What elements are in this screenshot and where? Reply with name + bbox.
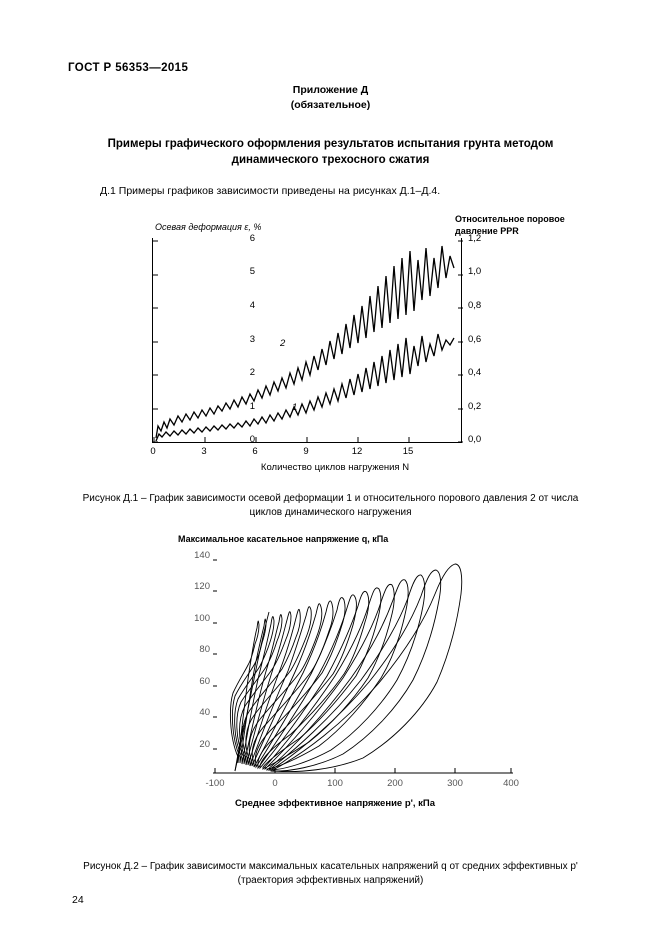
figure-d2-ytick-3: 80 (199, 644, 210, 655)
figure-d1 (100, 210, 570, 475)
figure-d2-ytick-2: 100 (194, 613, 210, 624)
figure-d1-ytick-left-1: 5 (249, 266, 255, 277)
figure-d2-xtick-1: 0 (272, 778, 278, 789)
figure-d2-plot-area (213, 554, 513, 774)
annex-title: Приложение Д (292, 84, 369, 96)
figure-d1-ytick-left-0: 6 (249, 233, 255, 244)
figure-d1-curve-label-1: 1 (292, 402, 298, 413)
figure-d2-xtick-0: -100 (205, 778, 225, 789)
figure-d1-ytick-right-2: 0,8 (468, 300, 482, 311)
figure-d1-ytick-right-4: 0,4 (468, 367, 482, 378)
figure-d2-x-axis-label: Среднее эффективное напряжение p', кПа (234, 798, 436, 809)
figure-d1-xtick-5: 15 (402, 446, 414, 457)
figure-d1-caption: Рисунок Д.1 – График зависимости осевой деформации 1 и относительного порового давления 2 от числа циклов динамического нагружения (82, 493, 579, 518)
figure-d2-ytick-0: 140 (194, 550, 210, 561)
figure-d1-xtick-0: 0 (150, 446, 156, 457)
figure-d1-ytick-left-5: 1 (249, 401, 255, 412)
figure-d2-svg (213, 554, 513, 774)
annex-subtitle: (обязательное) (290, 99, 371, 111)
page-number: 24 (72, 894, 84, 906)
figure-d2-ytick-4: 60 (199, 676, 210, 687)
figure-d1-ytick-right-0: 1,2 (468, 233, 482, 244)
figure-d1-y-axis-label-left: Осевая деформация ε, % (155, 222, 262, 232)
intro-paragraph: Д.1 Примеры графиков зависимости приведены на рисунках Д.1–Д.4. (100, 185, 441, 197)
figure-d2-xtick-5: 400 (503, 778, 519, 789)
figure-d1-xtick-2: 6 (252, 446, 258, 457)
figure-d2-xtick-2: 100 (327, 778, 343, 789)
figure-d1-svg (153, 238, 463, 443)
figure-d1-plot-area (152, 238, 462, 443)
figure-d2-ytick-5: 40 (199, 707, 210, 718)
figure-d1-ytick-right-5: 0,2 (468, 401, 482, 412)
figure-d1-ytick-left-3: 3 (249, 334, 255, 345)
figure-d1-ytick-right-1: 1,0 (468, 266, 482, 277)
figure-d2-ytick-1: 120 (194, 581, 210, 592)
figure-d1-xtick-1: 3 (201, 446, 207, 457)
figure-d1-xtick-4: 12 (351, 446, 363, 457)
figure-d1-curve-label-2: 2 (280, 338, 286, 349)
figure-d1-ytick-right-6: 0,0 (468, 434, 482, 445)
figure-d1-x-axis-label: Количество циклов нагружения N (260, 462, 410, 473)
figure-d1-xtick-3: 9 (303, 446, 309, 457)
figure-d2-caption: Рисунок Д.2 – График зависимости максимальных касательных напряжений q от средних эффективных p' (траектория эффективных напряжений) (83, 861, 578, 886)
figure-d2-xtick-4: 300 (447, 778, 463, 789)
figure-d1-ytick-left-2: 4 (249, 300, 255, 311)
figure-d2-ytick-6: 20 (199, 739, 210, 750)
figure-d2-y-axis-label: Максимальное касательное напряжение q, кПа (178, 534, 389, 544)
figure-d1-ytick-right-3: 0,6 (468, 334, 482, 345)
figure-d1-ytick-left-4: 2 (249, 367, 255, 378)
figure-d2 (100, 530, 570, 820)
page-title: Примеры графического оформления результатов испытания грунта методом динамического трехосного сжатия (107, 138, 554, 166)
standard-header: ГОСТ Р 56353—2015 (68, 62, 189, 74)
figure-d1-y-axis-label-right: Относительное поровое давление PPR (455, 214, 565, 236)
figure-d1-ytick-left-6: 0 (249, 434, 255, 445)
figure-d2-xtick-3: 200 (387, 778, 403, 789)
